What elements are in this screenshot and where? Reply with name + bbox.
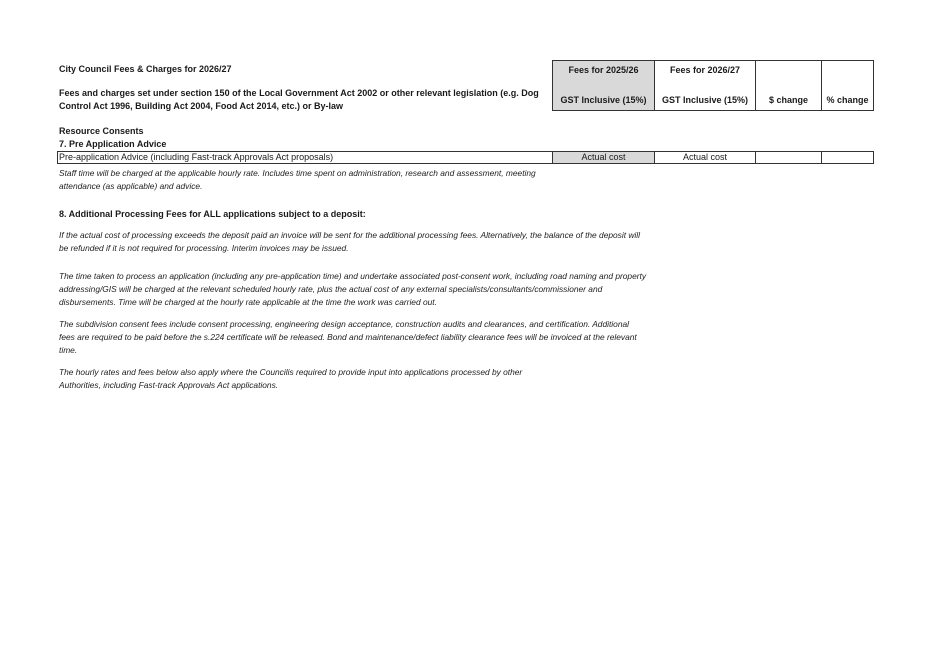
header-pct-change-label: % change xyxy=(826,95,869,105)
row-description: Pre-application Advice (including Fast-track Approvals Act proposals) xyxy=(57,151,553,164)
note-staff-time: Staff time will be charged at the applicable hourly rate. Includes time spent on administration, research and assessment, meeting attendance (as applicable) and advice. xyxy=(59,168,536,191)
header-fees-2025-26 xyxy=(552,60,655,111)
header-dollar-change xyxy=(755,60,822,111)
header-next-gst: GST Inclusive (15%) xyxy=(661,95,749,105)
note-subdivision: The subdivision consent fees include consent processing, engineering design acceptance, construction audits and clearances, and certification. Additional fees are required to be paid before the s.224 certificate will be released. Bond and maintenance/defect liability clearance fees will be invoiced at the relevant time. xyxy=(59,319,637,355)
row-dollar-change xyxy=(755,151,822,164)
section-additional-fees: 8. Additional Processing Fees for ALL applications subject to a deposit: xyxy=(59,209,366,219)
row-fee-2026-27: Actual cost xyxy=(654,151,756,164)
header-prev-gst: GST Inclusive (15%) xyxy=(560,95,647,105)
note-time-taken: The time taken to process an application (including any pre-application time) and undertake associated post-consent work, including road naming and property addressing/GIS will be charged at the relevant scheduled hourly rate, plus the actual cost of any external specialists/consultants/commissioner and disbursements. Time will be charged at the hourly rate applicable at the time the work was carried out. xyxy=(59,271,647,307)
row-fee-2025-26: Actual cost xyxy=(552,151,655,164)
section-resource-consents: Resource Consents xyxy=(59,126,144,136)
section-pre-application: 7. Pre Application Advice xyxy=(59,139,167,149)
row-pct-change xyxy=(821,151,874,164)
note-deposit: If the actual cost of processing exceeds the deposit paid an invoice will be sent for the additional processing fees. Alternatively, the balance of the deposit will be refunded if it is not required for processing. Interim invoices may be issued. xyxy=(59,230,641,253)
document-title: City Council Fees & Charges for 2026/27 xyxy=(59,64,232,74)
header-dollar-change-label: $ change xyxy=(768,95,808,105)
note-hourly-rates: The hourly rates and fees below also apply where the Councilis required to provide input into applications processed by other Authorities, including Fast-track Approvals Act applications. xyxy=(59,367,523,390)
document-subtitle: Fees and charges set under section 150 of the Local Government Act 2002 or other relevant legislation (e.g. Dog Control Act 1996, Building Act 2004, Food Act 2014, etc.) or By-law xyxy=(59,88,539,111)
header-pct-change xyxy=(821,60,874,111)
header-fees-2026-27 xyxy=(654,60,756,111)
header-prev-year: Fees for 2025/26 xyxy=(568,65,639,75)
header-next-year: Fees for 2026/27 xyxy=(669,65,741,75)
